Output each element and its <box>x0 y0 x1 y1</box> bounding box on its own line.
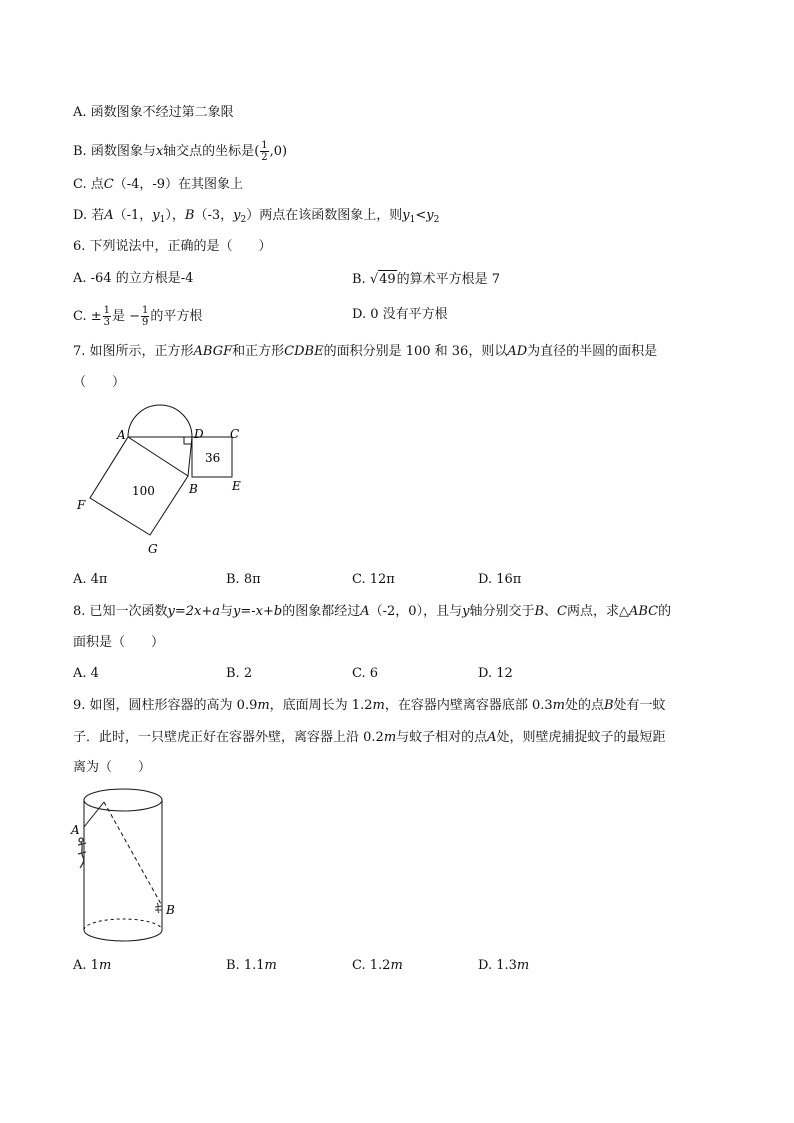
q8-post: 的 <box>658 604 672 619</box>
q9-l2-a: 子．此时，一只壁虎正好在容器外壁，离容器上沿 0.2 <box>73 730 384 745</box>
q6-option-a: A. -64 的立方根是-4 <box>73 271 194 286</box>
q7-stem-pre: 7. 如图所示，正方形 <box>73 344 194 359</box>
q5-d-cmp-s2: 2 <box>433 215 440 225</box>
q8-pre: 8. 已知一次函数 <box>73 604 168 619</box>
q7-area-small: 36 <box>205 451 221 465</box>
q7-label-e: E <box>232 479 241 493</box>
q9-path-a-top <box>84 802 104 827</box>
q5-option-a: A. 函数图象不经过第二象限 <box>73 105 234 120</box>
q9-stem-line2 <box>73 729 666 747</box>
q7-area-big: 100 <box>132 484 155 498</box>
q9-l1-d: 处的点 <box>564 698 604 713</box>
q9-b-value: B. 1.1 <box>226 958 265 973</box>
q5-c-post: （-4，-9）在其图象上 <box>113 177 244 192</box>
q5-b-den: 2 <box>261 152 268 163</box>
q9-stem-line3: 离为（ ） <box>73 760 152 775</box>
q9-cylinder-bottom-front <box>84 930 162 941</box>
q7-paren: （ ） <box>73 375 126 390</box>
q8-triangle: ABC <box>628 604 659 619</box>
q7-square1: ABGF <box>193 344 233 359</box>
q9-l1-a: 9. 如图，圆柱形容器的高为 0.9 <box>73 698 258 713</box>
q8-f2: y=-x+b <box>233 604 283 619</box>
q7-option-a: A. 4π <box>73 572 108 587</box>
q9-option-b <box>226 957 277 975</box>
q6-b-pre: B. <box>352 272 366 287</box>
q9-option-a <box>73 957 111 975</box>
q6-c-den2: 9 <box>142 317 149 328</box>
q5-d-pre: D. 若 <box>73 208 105 223</box>
q9-a: A <box>487 730 497 745</box>
q7-stem-post: 为直径的半圆的面积是 <box>527 344 658 359</box>
q6-option-b: B. √49的算术平方根是 7 <box>352 272 501 287</box>
q8-option-a: A. 4 <box>73 666 99 681</box>
q8-mid3: 两点，求△ <box>566 604 629 619</box>
q7-option-d: D. 16π <box>478 572 522 587</box>
q5-b-open: ( <box>254 144 260 159</box>
q5-d-a: A <box>104 208 114 223</box>
q6-option-d: D. 0 没有平方根 <box>352 307 448 322</box>
q9-l2-b: 与蚊子相对的点 <box>396 730 488 745</box>
q9-c-value: C. 1.2 <box>352 958 391 973</box>
mosquito-icon <box>155 903 162 913</box>
q9-option-c <box>352 957 403 975</box>
q6-option-c <box>73 305 202 328</box>
q5-d-post: ）两点在该函数图象上，则 <box>246 208 403 223</box>
q5-d-a-coord: （-1， <box>113 208 153 223</box>
q5-b-fraction <box>260 140 268 163</box>
q8-stem-line1 <box>73 603 671 621</box>
q9-b-unit: m <box>264 958 277 973</box>
q9-d-unit: m <box>516 958 530 973</box>
q6-c-den1: 3 <box>103 317 111 328</box>
q7-label-g: G <box>148 542 158 556</box>
q7-option-b: B. 8π <box>226 572 261 587</box>
q9-path-dashed <box>104 802 161 904</box>
q5-b-close: ,0) <box>269 144 288 159</box>
q5-c-var: C <box>103 177 114 192</box>
q5-c-pre: C. 点 <box>73 177 104 192</box>
q7-option-c: C. 12π <box>352 572 395 587</box>
q8-stem-line2: 面积是（ ） <box>73 635 165 650</box>
q9-m4: m <box>383 730 397 745</box>
q5-option-c <box>73 176 243 194</box>
q5-b-num: 1 <box>261 140 268 151</box>
q8-c: C <box>557 604 567 619</box>
q7-stem-mid2: 的面积分别是 100 和 36，则以 <box>323 344 508 359</box>
q8-option-c: C. 6 <box>352 666 379 681</box>
q7-label-d: D <box>194 427 204 441</box>
q6-c-pre: C. ± <box>73 309 102 324</box>
q7-semicircle <box>128 405 192 437</box>
q9-m1: m <box>257 698 270 713</box>
q7-right-angle-mark <box>184 437 192 444</box>
q5-d-y1: y <box>152 208 160 223</box>
q5-d-b: B <box>184 208 195 223</box>
q6-b-radicand: 49 <box>379 272 396 287</box>
q5-option-d <box>73 207 439 229</box>
q9-a-value: A. 1 <box>73 958 99 973</box>
q8-mid1: 的图象都经过 <box>282 604 361 619</box>
q9-label-b: B <box>166 903 175 917</box>
q8-mid2: 轴分别交于 <box>469 604 535 619</box>
gecko-icon <box>78 838 86 868</box>
q5-d-b-coord: （-3， <box>194 208 234 223</box>
q7-stem-mid1: 和正方形 <box>232 344 285 359</box>
q8-a: A <box>360 604 370 619</box>
q8-coord-a: （-2，0），且与 <box>369 604 463 619</box>
q9-figure <box>68 782 188 954</box>
q9-option-d <box>478 957 529 975</box>
q8-y: y <box>462 604 470 619</box>
q9-m2: m <box>372 698 385 713</box>
q5-b-var: x <box>155 144 164 159</box>
q5-d-cmp-y1: y <box>402 208 410 223</box>
q8-option-d: D. 12 <box>478 666 513 681</box>
q5-d-s2: 2 <box>240 215 247 225</box>
q9-cylinder-bottom-back <box>84 919 162 930</box>
q6-c-fraction2 <box>141 305 149 328</box>
q9-l1-b: ，底面周长为 1.2 <box>269 698 373 713</box>
q9-stem-line1 <box>73 697 666 715</box>
q6-stem: 6. 下列说法中，正确的是（ ） <box>73 239 272 254</box>
q5-d-lt: < <box>415 208 427 223</box>
q7-segment: AD <box>507 344 528 359</box>
q6-c-num1: 1 <box>103 305 111 316</box>
q6-c-num2: 1 <box>142 305 149 316</box>
q8-and: 与 <box>220 604 234 619</box>
q9-m3: m <box>552 698 565 713</box>
q6-c-post: 的平方根 <box>150 309 203 324</box>
q8-b: B <box>534 604 545 619</box>
q9-l2-c: 处，则壁虎捕捉蚊子的最短距 <box>496 730 666 745</box>
q5-b-mid: 轴交点的坐标是 <box>163 144 255 159</box>
q8-option-b: B. 2 <box>226 666 253 681</box>
q9-c-unit: m <box>390 958 403 973</box>
q9-l1-e: 处有一蚊 <box>613 698 666 713</box>
q9-d-value: D. 1.3 <box>478 958 517 973</box>
q9-label-a: A <box>71 823 80 837</box>
q7-label-b: B <box>189 482 198 496</box>
q5-d-s1: 1 <box>159 215 166 225</box>
q9-a-unit: m <box>98 958 112 973</box>
q6-b-post: 的算术平方根是 7 <box>396 272 501 287</box>
q6-c-mid: 是 − <box>112 309 141 324</box>
q7-label-f: F <box>77 498 86 512</box>
q7-square2: CDBE <box>284 344 324 359</box>
q7-label-a: A <box>117 428 126 442</box>
q5-d-y2: y <box>233 208 241 223</box>
q6-c-fraction1 <box>103 305 111 328</box>
q5-b-text: B. 函数图象与 <box>73 144 156 159</box>
q5-d-sep: ）， <box>165 208 185 223</box>
q8-sep: 、 <box>544 604 558 619</box>
q9-b: B <box>603 698 614 713</box>
q8-f1: y=2x+a <box>167 604 221 619</box>
q9-l1-c: ，在容器内壁离容器底部 0.3 <box>384 698 553 713</box>
q7-figure <box>70 398 260 563</box>
q5-option-b <box>73 140 287 163</box>
q7-label-c: C <box>230 427 240 441</box>
q7-stem <box>73 343 657 361</box>
q7-line-db <box>188 437 192 476</box>
q5-d-cmp-s1: 1 <box>409 215 416 225</box>
q9-cylinder-top <box>84 789 162 811</box>
q5-d-cmp-y2: y <box>426 208 434 223</box>
